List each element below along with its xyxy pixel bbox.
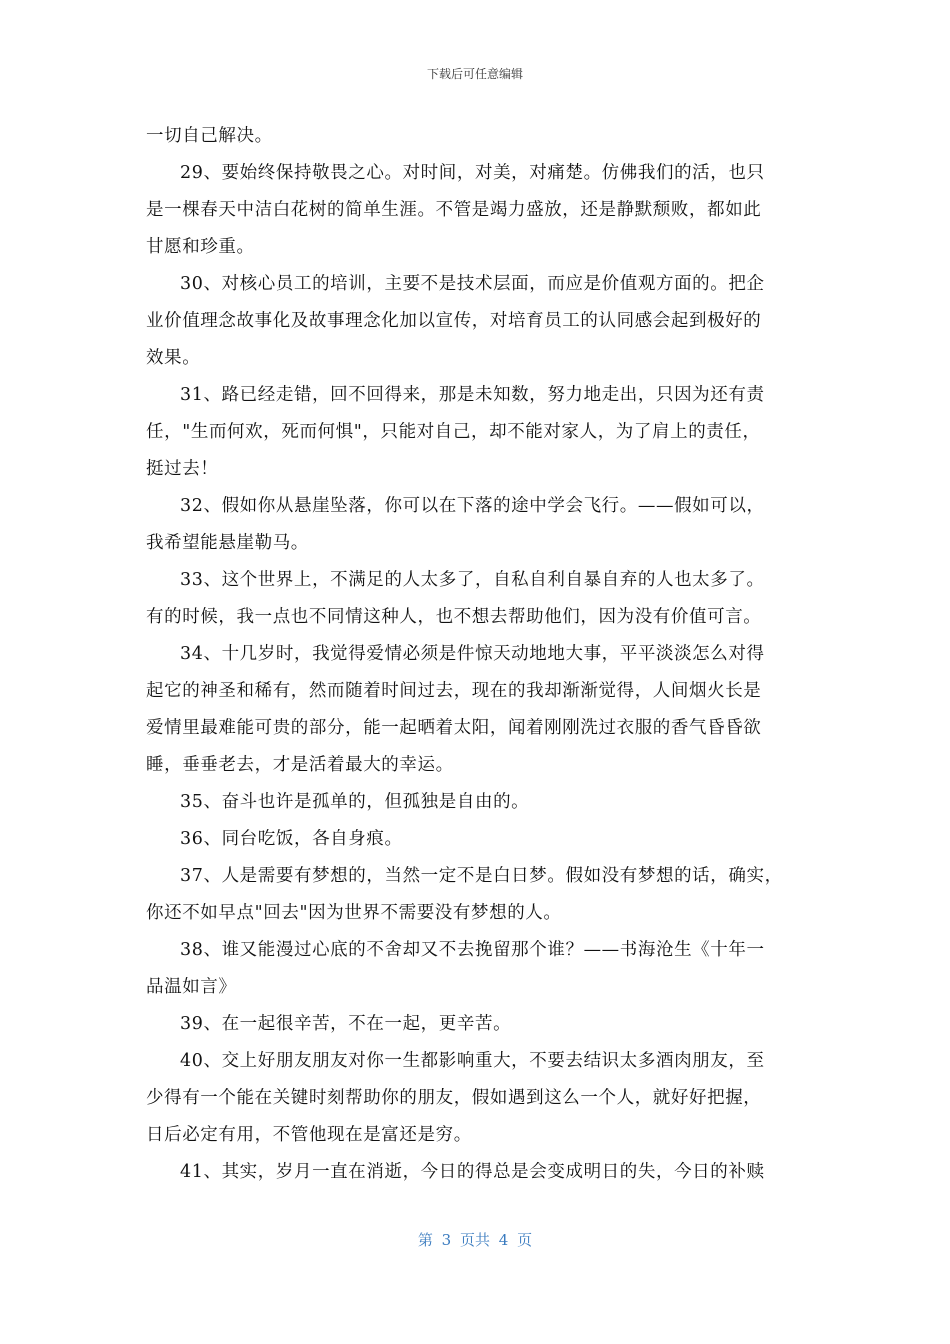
text-line: 31、路已经走错，回不回得来，那是未知数，努力地走出，只因为还有责 (180, 385, 765, 405)
text-line: 38、谁又能漫过心底的不舍却又不去挽留那个谁？——书海沧生《十年一 (180, 940, 765, 960)
text-line: 40、交上好朋友朋友对你一生都影响重大，不要去结识太多酒肉朋友，至 (180, 1051, 765, 1071)
text-line: 任，"生而何欢，死而何惧"，只能对自己，却不能对家人，为了肩上的责任， (146, 422, 761, 442)
text-line: 睡，垂垂老去，才是活着最大的幸运。 (146, 755, 454, 775)
page-number-footer: 第 3 页共 4 页 (417, 1231, 533, 1249)
text-line: 我希望能悬崖勒马。 (146, 533, 309, 553)
text-line: 39、在一起很辛苦，不在一起，更辛苦。 (180, 1014, 512, 1034)
text-line: 你还不如早点"回去"因为世界不需要没有梦想的人。 (146, 903, 562, 923)
text-line: 日后必定有用，不管他现在是富还是穷。 (146, 1125, 472, 1145)
text-line: 35、奋斗也许是孤单的，但孤独是自由的。 (180, 792, 530, 812)
text-line: 业价值理念故事化及故事理念化加以宣传，对培育员工的认同感会起到极好的 (146, 311, 762, 331)
text-line: 29、要始终保持敬畏之心。对时间，对美，对痛楚。仿佛我们的活，也只 (180, 163, 765, 183)
text-line: 一切自己解决。 (146, 126, 273, 146)
text-line: 少得有一个能在关键时刻帮助你的朋友，假如遇到这么一个人，就好好把握， (146, 1088, 762, 1108)
text-line: 爱情里最难能可贵的部分，能一起晒着太阳，闻着刚刚洗过衣服的香气昏昏欲 (146, 718, 762, 738)
text-line: 品温如言》 (146, 977, 237, 997)
text-line: 36、同台吃饭，各自身痕。 (180, 829, 403, 849)
text-line: 34、十几岁时，我觉得爱情必须是件惊天动地地大事，平平淡淡怎么对得 (180, 644, 765, 664)
text-line: 37、人是需要有梦想的，当然一定不是白日梦。假如没有梦想的话，确实， (180, 866, 783, 886)
text-line: 起它的神圣和稀有，然而随着时间过去，现在的我却渐渐觉得，人间烟火长是 (146, 681, 762, 701)
document-body (146, 118, 806, 1191)
text-line: 32、假如你从悬崖坠落，你可以在下落的途中学会飞行。——假如可以， (180, 496, 765, 516)
text-line: 41、其实，岁月一直在消逝，今日的得总是会变成明日的失，今日的补赎 (180, 1162, 765, 1182)
text-line: 33、这个世界上，不满足的人太多了，自私自利自暴自弃的人也太多了。 (180, 570, 765, 590)
text-line: 挺过去！ (146, 459, 219, 479)
text-line: 30、对核心员工的培训，主要不是技术层面，而应是价值观方面的。把企 (180, 274, 765, 294)
text-line: 效果。 (146, 348, 201, 368)
text-line: 是一棵春天中洁白花树的简单生涯。不管是竭力盛放，还是静默颓败，都如此 (146, 200, 762, 220)
text-line: 有的时候，我一点也不同情这种人，也不想去帮助他们，因为没有价值可言。 (146, 607, 762, 627)
text-line: 甘愿和珍重。 (146, 237, 255, 257)
page-header: 下载后可任意编辑 (426, 67, 523, 81)
